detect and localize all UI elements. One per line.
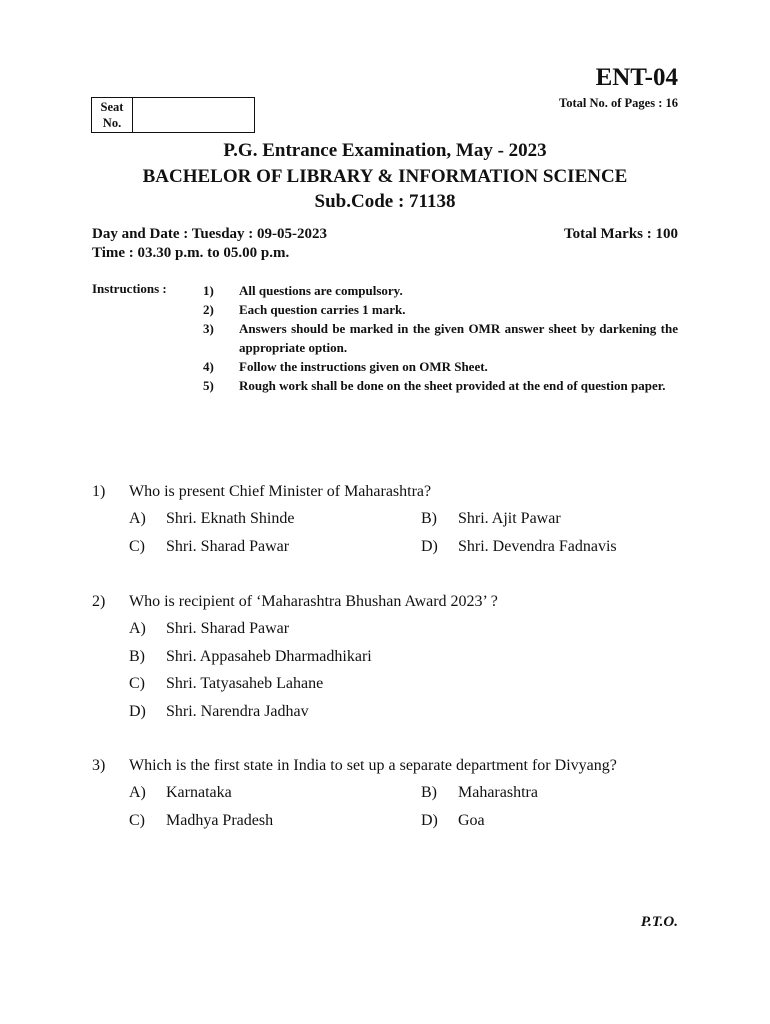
option-c xyxy=(129,538,421,566)
question-text: Which is the first state in India to set up a separate department for Divyang? xyxy=(129,757,617,774)
option-label: D) xyxy=(129,702,146,720)
seat-number-field xyxy=(133,98,254,132)
option-label: C) xyxy=(129,675,145,692)
option-text: Shri. Ajit Pawar xyxy=(458,510,561,527)
instruction-text: Follow the instructions given on OMR Sheet. xyxy=(239,359,488,374)
instructions-label: Instructions : xyxy=(92,281,167,296)
option-label: A) xyxy=(129,784,146,801)
option-b xyxy=(421,784,538,812)
exam-time: Time : 03.30 p.m. to 05.00 p.m. xyxy=(92,245,290,261)
option-a xyxy=(129,510,421,538)
option-text: Karnataka xyxy=(166,784,232,801)
instruction-item xyxy=(203,300,678,319)
option-a xyxy=(129,784,421,812)
option-text: Shri. Appasaheb Dharmadhikari xyxy=(166,647,372,665)
option-text: Maharashtra xyxy=(458,784,538,801)
option-label: A) xyxy=(129,620,146,637)
instruction-text: All questions are compulsory. xyxy=(239,283,403,298)
option-c xyxy=(129,812,421,840)
please-turn-over: P.T.O. xyxy=(640,914,678,930)
question-text: Who is present Chief Minister of Maharashtra? xyxy=(129,483,432,500)
instruction-number: 5) xyxy=(203,378,214,393)
exam-title: P.G. Entrance Examination, May - 2023 xyxy=(223,140,547,161)
question-3 xyxy=(92,757,682,839)
question-number: 3) xyxy=(92,757,106,774)
course-title: BACHELOR OF LIBRARY & INFORMATION SCIENCE xyxy=(142,166,628,187)
option-label: C) xyxy=(129,811,145,829)
instruction-number: 1) xyxy=(203,283,214,298)
subject-code: Sub.Code : 71138 xyxy=(314,191,456,212)
option-label: B) xyxy=(421,510,437,527)
instruction-item xyxy=(203,376,678,395)
instructions-list xyxy=(203,281,678,395)
seat-label-line1: Seat xyxy=(100,100,124,114)
option-text: Madhya Pradesh xyxy=(166,811,274,829)
option-label: A) xyxy=(129,510,146,527)
option-a xyxy=(129,620,289,648)
seat-number-label xyxy=(92,98,133,132)
instruction-number: 4) xyxy=(203,359,214,374)
paper-code: ENT-04 xyxy=(595,64,678,91)
total-pages: Total No. of Pages : 16 xyxy=(559,96,678,110)
seat-number-box xyxy=(91,97,255,133)
instruction-item xyxy=(203,357,678,376)
question-text: Who is recipient of ‘Maharashtra Bhushan Award 2023’ ? xyxy=(129,593,498,610)
instruction-number: 3) xyxy=(203,321,214,336)
question-options xyxy=(92,620,682,730)
instruction-item xyxy=(203,281,678,300)
option-text: Goa xyxy=(458,811,485,829)
question-number: 1) xyxy=(92,483,106,500)
instruction-text: Answers should be marked in the given OMR answer sheet by darkening the appropriate option. xyxy=(239,321,678,355)
option-label: B) xyxy=(129,647,145,665)
option-label: D) xyxy=(421,537,438,555)
option-text: Shri. Tatyasaheb Lahane xyxy=(166,675,324,692)
option-d xyxy=(421,538,617,566)
day-and-date: Day and Date : Tuesday : 09-05-2023 xyxy=(92,226,328,242)
option-label: D) xyxy=(421,811,438,829)
option-c xyxy=(129,675,323,703)
option-b xyxy=(421,510,561,538)
seat-label-line2: No. xyxy=(102,116,122,130)
instruction-text: Rough work shall be done on the sheet provided at the end of question paper. xyxy=(239,378,666,393)
option-b xyxy=(129,648,372,676)
instruction-item xyxy=(203,319,678,357)
option-text: Shri. Sharad Pawar xyxy=(166,537,290,555)
question-number: 2) xyxy=(92,593,106,610)
option-text: Shri. Devendra Fadnavis xyxy=(458,537,617,555)
option-d xyxy=(421,812,485,840)
option-text: Shri. Narendra Jadhav xyxy=(166,702,309,720)
question-2 xyxy=(92,593,682,730)
option-label: B) xyxy=(421,784,437,801)
option-label: C) xyxy=(129,537,145,555)
option-text: Shri. Eknath Shinde xyxy=(166,510,295,527)
total-marks: Total Marks : 100 xyxy=(563,226,678,242)
question-options xyxy=(92,784,682,839)
option-d xyxy=(129,703,309,731)
question-options xyxy=(92,510,682,565)
instruction-number: 2) xyxy=(203,302,214,317)
instruction-text: Each question carries 1 mark. xyxy=(239,302,406,317)
option-text: Shri. Sharad Pawar xyxy=(166,620,290,637)
question-1 xyxy=(92,483,682,565)
